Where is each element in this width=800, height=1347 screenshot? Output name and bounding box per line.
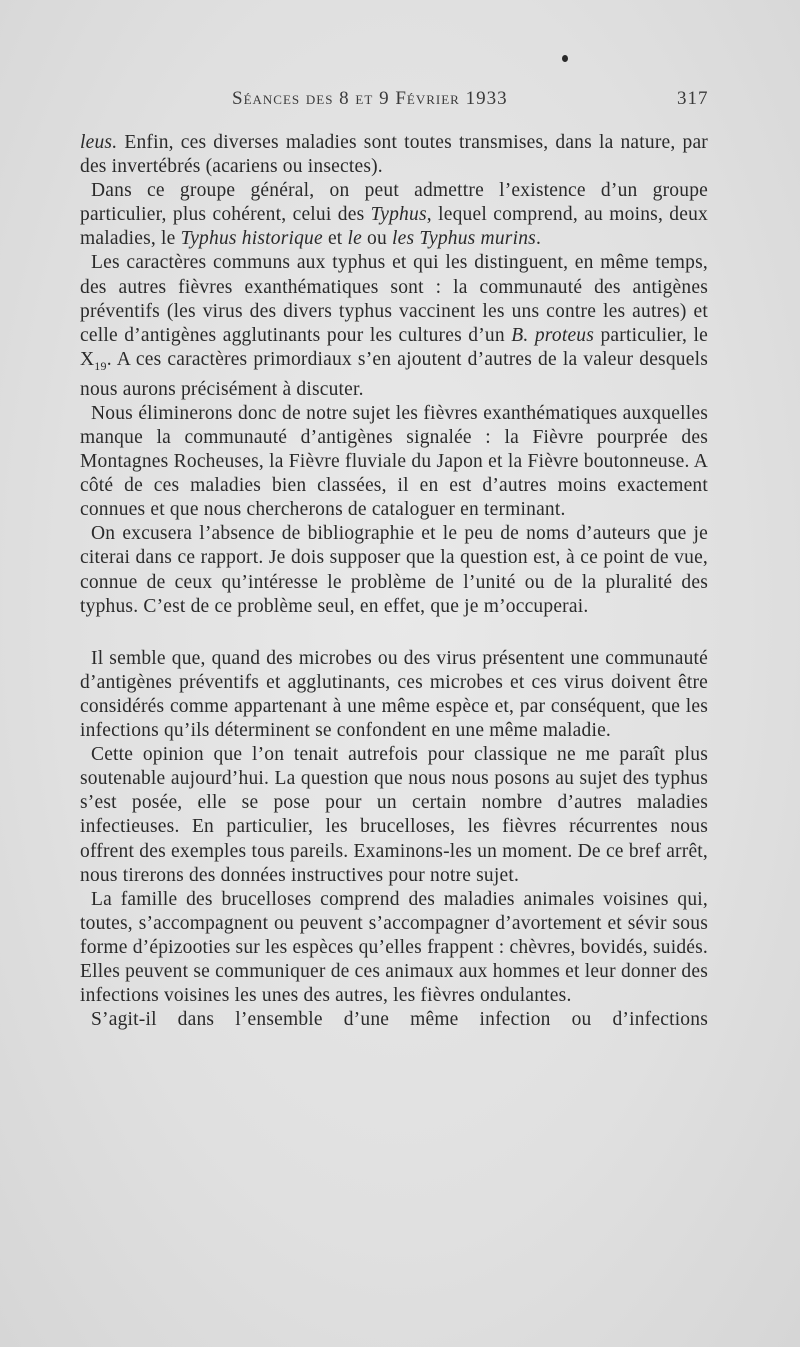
running-head	[0, 88, 800, 118]
paragraph-8: La famille des brucelloses comprend des maladies animales voisines qui, toutes, s’accompagnent ou peuvent s’accompagner d’avortement et sévir sous forme d’épizooties sur les espèces qu’elles frappent : chèvres, bovidés, suidés. Elles peuvent se communiquer de ces animaux aux hommes et leur donner des infections voisines les unes des autres, les fièvres ondulantes.	[80, 888, 708, 1007]
ink-speck	[562, 55, 568, 62]
paragraph-9: S’agit-il dans l’ensemble d’une même infection ou d’infections	[91, 1009, 708, 1031]
page-number: 317	[677, 88, 709, 109]
paragraph-7: Cette opinion que l’on tenait autrefois pour classique ne me paraît plus soutenable aujourd’hui. La question que nous nous posons au sujet des typhus s’est posée, elle se pose pour un certain nombre d’autres maladies infectieuses. En particulier, les brucelloses, les fièvres récurrentes nous offrent des exemples tous pareils. Examinons-les un moment. De ce bref arrêt, nous tirerons des données instructives pour notre sujet.	[80, 744, 708, 886]
paragraph-5: On excusera l’absence de bibliographie et le peu de noms d’auteurs que je citerai dans ce rapport. Je dois supposer que la question est, à ce point de vue, connue de ceux qu’intéresse le problème de l’unité ou de la pluralité des typhus. C’est de ce problème seul, en effet, que je m’occuperai.	[80, 523, 708, 617]
italic-word: leus.	[80, 132, 118, 153]
paragraph-2: Dans ce groupe général, on peut admettre l’existence d’un groupe particulier, plus cohérent, celui des Typhus, lequel comprend, au moins, deux maladies, le Typhus historique et le ou les Typhus murins.	[80, 180, 709, 250]
paragraph-4: Nous éliminerons donc de notre sujet les fièvres exanthématiques auxquelles manque la communauté d’antigènes signalée : la Fièvre pourprée des Montagnes Rocheuses, la Fièvre fluviale du Japon et la Fièvre boutonneuse. A côté de ces maladies bien classées, il en est d’autres moins exactement connues et que nous chercherons de cataloguer en terminant.	[80, 402, 708, 521]
paragraph-6: Il semble que, quand des microbes ou des virus présentent une communauté d’antigènes préventifs et agglutinants, ces microbes et ces virus doivent être considérés comme appartenant à une même espèce et, par conséquent, que les infections qu’ils déterminent se confondent en une même maladie.	[80, 647, 708, 742]
running-head-title: Séances des 8 et 9 Février 1933	[232, 88, 508, 109]
paragraph-3: Les caractères communs aux typhus et qui les distinguent, en même temps, des autres fièvres exanthématiques sont : la communauté des antigènes préventifs (les virus des divers typhus vaccinent les uns contre les autres) et celle d’antigènes agglutinants pour les cultures d’un B. proteus particulier, le $X_{19}$. A ces caractères primordiaux s’en ajoutent d’autres de la valeur desquels nous aurons précisément à discuter.	[80, 252, 708, 400]
paragraph-1: leus. Enfin, ces diverses maladies sont toutes transmises, dans la nature, par des invertébrés (acariens ou insectes).	[80, 132, 708, 178]
body-text	[80, 131, 708, 1032]
